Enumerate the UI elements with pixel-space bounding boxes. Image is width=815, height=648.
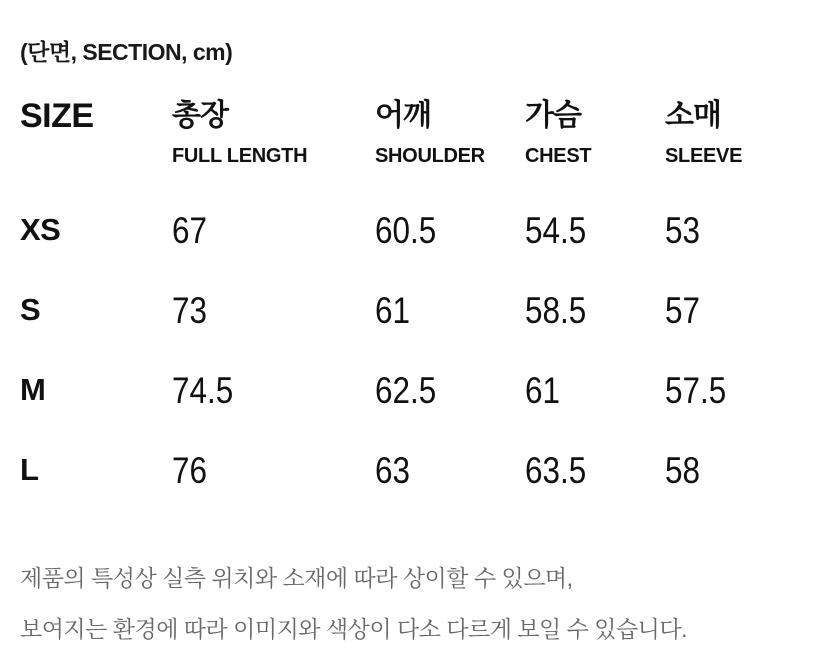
disclaimer-note (20, 564, 795, 646)
column-label-en: CHEST (525, 144, 592, 167)
size-table (20, 97, 795, 532)
value-cell-full-length: 73 (172, 289, 207, 331)
value-cell-full-length: 67 (172, 209, 207, 251)
value-cell-chest: 54.5 (525, 209, 587, 251)
value-cell-sleeve: 53 (665, 209, 700, 251)
size-cell: S (20, 291, 41, 327)
column-label-ko: 어깨 (375, 99, 431, 132)
table-row-xs (20, 209, 795, 292)
column-label-ko: 소매 (665, 99, 721, 132)
column-header-full-length (172, 97, 375, 168)
column-label-en: FULL LENGTH (172, 144, 308, 167)
value-cell-sleeve: 58 (665, 449, 700, 491)
value-cell-chest: 61 (525, 369, 560, 411)
section-label: (단면, SECTION, cm) (20, 39, 233, 65)
column-label-en: SLEEVE (665, 144, 743, 167)
table-row-s (20, 289, 795, 372)
column-header-sleeve (665, 97, 795, 168)
column-header-shoulder (375, 97, 525, 168)
table-row-m (20, 369, 795, 452)
size-cell: M (20, 371, 46, 407)
size-column-header: SIZE (20, 97, 94, 135)
size-cell: XS (20, 211, 61, 247)
column-label-en: SHOULDER (375, 144, 485, 167)
value-cell-shoulder: 61 (375, 289, 410, 331)
value-cell-shoulder: 63 (375, 449, 410, 491)
table-row-l (20, 449, 795, 532)
table-header-row (20, 97, 795, 168)
value-cell-full-length: 74.5 (172, 369, 234, 411)
value-cell-shoulder: 62.5 (375, 369, 437, 411)
disclaimer-line-1: 제품의 특성상 실측 위치와 소재에 따라 상이할 수 있으며, (20, 564, 573, 591)
value-cell-sleeve: 57 (665, 289, 700, 331)
column-header-chest (525, 97, 665, 168)
value-cell-shoulder: 60.5 (375, 209, 437, 251)
value-cell-sleeve: 57.5 (665, 369, 727, 411)
value-cell-chest: 63.5 (525, 449, 587, 491)
value-cell-chest: 58.5 (525, 289, 587, 331)
value-cell-full-length: 76 (172, 449, 207, 491)
disclaimer-line-2: 보여지는 환경에 따라 이미지와 색상이 다소 다르게 보일 수 있습니다. (20, 616, 688, 643)
column-label-ko: 총장 (172, 99, 228, 132)
column-label-ko: 가슴 (525, 99, 581, 132)
size-cell: L (20, 451, 39, 487)
